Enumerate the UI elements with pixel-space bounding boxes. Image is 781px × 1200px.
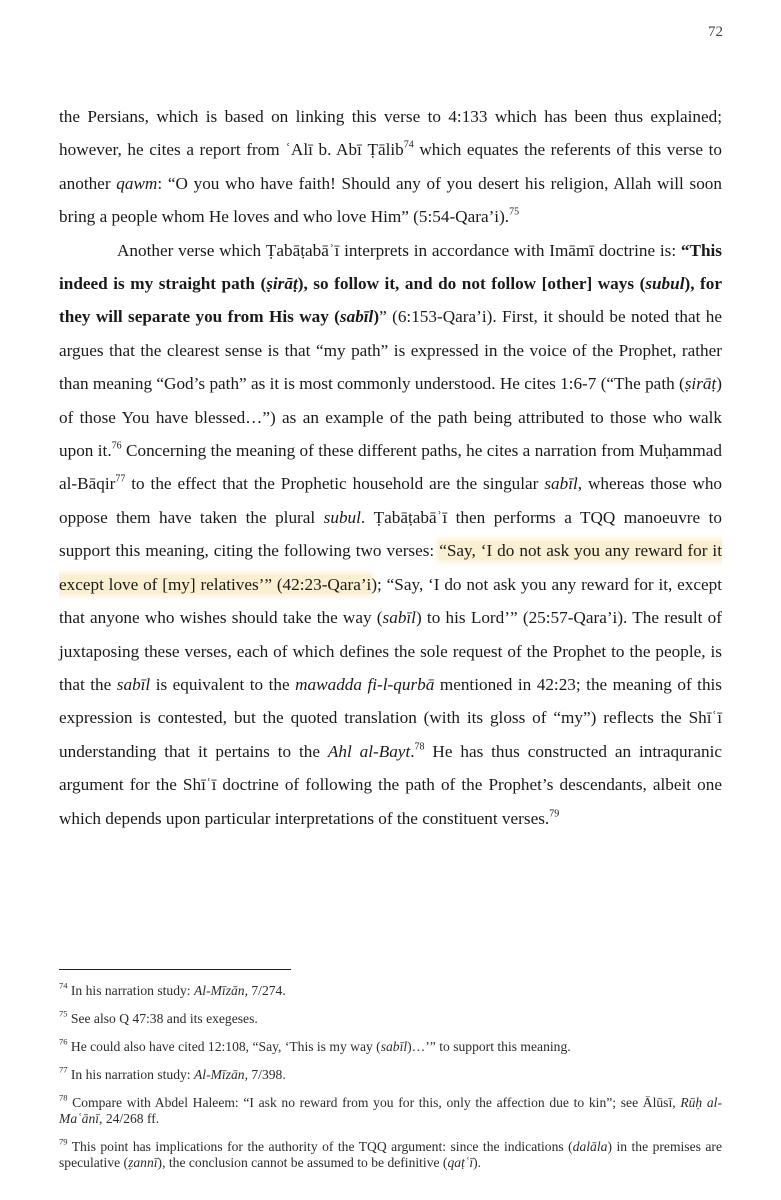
text-run: He has thus constructed an intraquranic argument for the Shīʿī doctrine of following the path of the Prophet’s descendants, albeit one which depends upon particular interpretations of the constituent verses. [59, 741, 722, 828]
term-sabil: sabīl [544, 474, 578, 494]
text-run: which equates the referents of this verse to another [59, 140, 722, 193]
footnote-79 [59, 1136, 722, 1171]
text-run: the Persians, which is based on linking this verse to 4:133 which has been thus explained; however, he cites a report from ʿAlī b. Abī Ṭālib [59, 107, 722, 160]
text-run: )…’” to support this meaning. [407, 1039, 571, 1054]
highlighted-quote[interactable]: “Say, ‘I do not ask you any reward for it except love of [my] relatives’” (42:23-Qara’i [59, 541, 722, 594]
term-sabil: sabīl [382, 608, 416, 628]
footnote-ref-75[interactable]: 75 [509, 206, 520, 218]
body-text [59, 100, 722, 835]
text-run: , 24/268 ff. [99, 1111, 160, 1126]
text-run: ) in the premises are speculative ( [59, 1139, 722, 1170]
text-run: This point has implications for the authority of the TQQ argument: since the indications ( [67, 1139, 573, 1154]
text-run: ). [473, 1155, 482, 1170]
text-run: ” (6:153-Qara’i). First, it should be noted that he argues that the clearest sense is that “my path” is expressed in the voice of the Prophet, rather than meaning “God’s path” as it is most commonly understood. He cites 1:6-7 (“The path ( [59, 307, 722, 394]
footnote-76 [59, 1036, 722, 1055]
text-run: ); “Say, ‘I do not ask you any reward for it, except that anyone who wishes should take the way ( [59, 574, 722, 628]
text-run: mentioned in 42:23; the meaning of this expression is contested, but the quoted translation (with its gloss of “my”) reflects the Shīʿī understanding that it pertains to the [59, 674, 722, 761]
term-sirat: ṣirāṭ [266, 274, 298, 294]
footnote-78 [59, 1092, 722, 1127]
footnote-number: 77 [59, 1064, 68, 1075]
text-run: . [410, 741, 415, 761]
text-run: . Ṭabāṭabāʾī then performs a TQQ manoeuvre to support this meaning, citing the following two verses: [59, 507, 722, 561]
text-run: : “O you who have faith! Should any of you desert his religion, Allah will soon bring a people whom He loves and who love Him” (5:54-Qara’i). [59, 173, 722, 227]
term-sabil: sabīl [380, 1039, 408, 1054]
footnotes [59, 980, 722, 1183]
paragraph-1 [59, 100, 722, 234]
term-ahl-al-bayt: Ahl al-Bayt [327, 741, 411, 761]
text-run: In his narration study: [67, 1067, 194, 1082]
text-run: to the effect that the Prophetic household are the singular [125, 474, 545, 494]
footnote-number: 75 [59, 1008, 68, 1019]
term-subul: subul [323, 507, 361, 527]
footnote-number: 78 [59, 1092, 68, 1103]
page-number: 72 [708, 24, 723, 40]
text-run: ), so follow it, and do not follow [other] ways ( [297, 274, 646, 294]
work-title: Al-Mīzān [193, 1067, 245, 1082]
text-run: ) of those You have blessed…”) as an example of the path being attributed to those who walk upon it. [59, 374, 722, 461]
text-run: See also Q 47:38 and its exegeses. [67, 1011, 258, 1026]
work-title: Al-Mīzān [193, 983, 245, 998]
term-qati: qaṭʿī [447, 1155, 474, 1170]
text-run: ), the conclusion cannot be assumed to be definitive ( [157, 1155, 448, 1170]
text-run: In his narration study: [67, 983, 194, 998]
footnote-ref-74[interactable]: 74 [403, 139, 414, 151]
footnote-ref-79[interactable]: 79 [549, 808, 560, 820]
term-zanni: ẓannī [128, 1155, 158, 1170]
footnote-ref-78[interactable]: 78 [414, 741, 425, 753]
text-run: ) to his Lord’” (25:57-Qara’i). The result of juxtaposing these verses, each of which defines the sole request of the Prophet to the people, is that the [59, 608, 722, 694]
term-mawadda: mawadda fi-l-qurbā [295, 674, 435, 694]
term-dalala: dalāla [572, 1139, 608, 1154]
footnote-ref-76[interactable]: 76 [111, 440, 122, 452]
footnote-number: 76 [59, 1036, 68, 1047]
text-run: , 7/274. [244, 983, 286, 998]
text-run: Compare with Abdel Haleem: “I ask no reward from you for this, only the affection due to kin”; see Ālūsī, [67, 1095, 681, 1110]
text-run: Concerning the meaning of these different paths, he cites a narration from Muḥammad al-Bāqir [59, 441, 722, 494]
footnote-75 [59, 1008, 722, 1027]
term-sirat: ṣirāṭ [684, 374, 717, 394]
footnote-74 [59, 980, 722, 999]
term-sabil: sabīl [339, 307, 374, 327]
footnote-77 [59, 1064, 722, 1083]
text-run: He could also have cited 12:108, “Say, ‘This is my way ( [67, 1039, 381, 1054]
text-run: , whereas those who oppose them have taken the plural [59, 474, 723, 527]
term-subul: subul [645, 274, 685, 294]
text-run: ), for they will separate you from His way ( [59, 274, 723, 327]
text-run: “This indeed is my straight path ( [59, 240, 722, 294]
text-run: Another verse which Ṭabāṭabāʾī interprets in accordance with Imāmī doctrine is: [117, 240, 681, 260]
work-title: Rūḥ al-Maʿānī [59, 1095, 722, 1126]
footnote-number: 74 [59, 980, 68, 991]
footnote-number: 79 [59, 1136, 68, 1147]
footnote-divider [59, 969, 291, 970]
term-sabil: sabīl [116, 674, 151, 694]
footnote-ref-77[interactable]: 77 [115, 473, 126, 485]
text-run: ) [373, 307, 380, 327]
paragraph-2 [59, 234, 722, 835]
term-qawm: qawm [116, 173, 158, 193]
text-run: is equivalent to the [150, 674, 296, 694]
text-run: , 7/398. [244, 1067, 286, 1082]
